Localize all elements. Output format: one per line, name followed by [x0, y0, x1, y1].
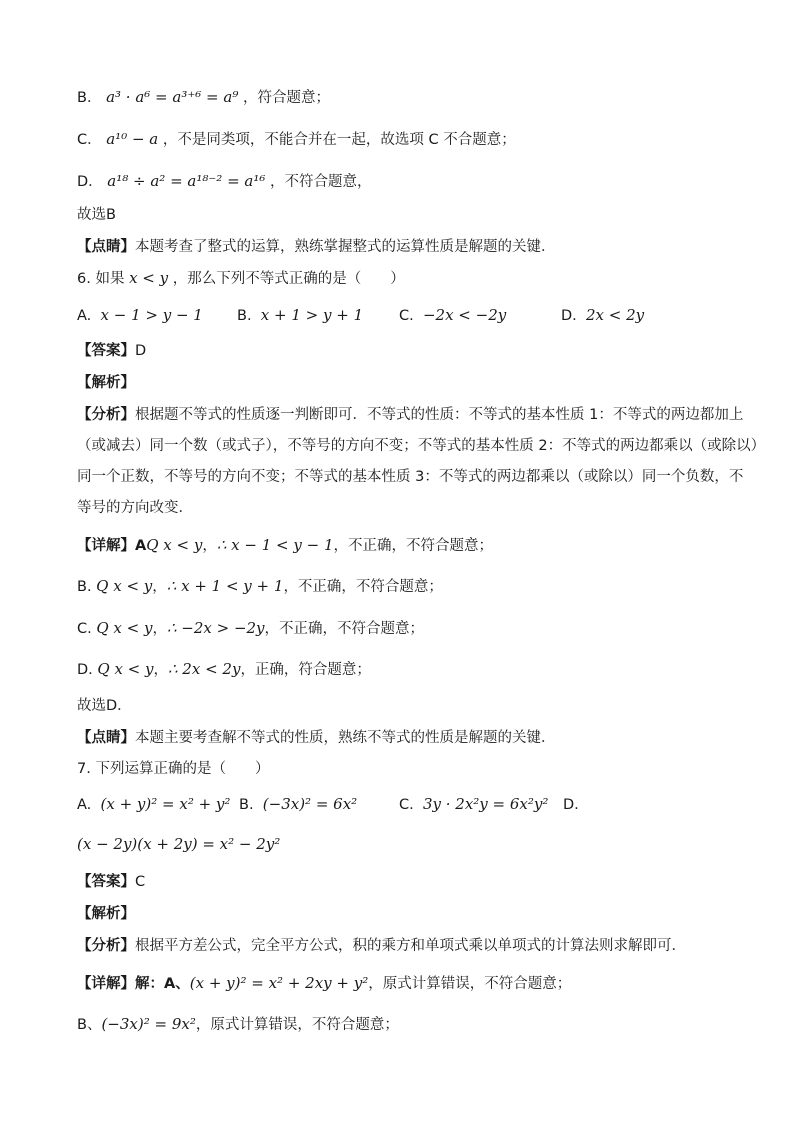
- line-d: D． a¹⁸ ÷ a² = a¹⁸⁻² = a¹⁶ ，不符合题意，: [77, 172, 372, 190]
- option-a: A. (x + y)² = x² + y²: [77, 795, 231, 813]
- question-7-options: [77, 794, 579, 815]
- option-a: A. x − 1 > y − 1: [77, 306, 203, 324]
- jiexi-7: 【解析】: [77, 906, 135, 922]
- choose-b: 故选B: [77, 207, 116, 223]
- fenxi-6-line4: 等号的方向改变．: [77, 500, 193, 516]
- question-6: 6. 如果 x < y ，那么下列不等式正确的是（ ）: [77, 269, 405, 287]
- math-expr: a¹⁸ ÷ a² = a¹⁸⁻² = a¹⁶: [107, 172, 266, 190]
- fenxi-6-line1: 【分析】根据题不等式的性质逐一判断即可．不等式的性质：不等式的基本性质 1：不等式的两边都加上: [77, 407, 744, 423]
- math-expr: a¹⁰ − a: [106, 130, 159, 148]
- fenxi-6-line3: 同一个正数，不等号的方向不变；不等式的基本性质 3：不等式的两边都乘以（或除以）同一个负数，不: [77, 469, 744, 485]
- fenxi-7: 【分析】根据平方差公式，完全平方公式，积的乘方和单项式乘以单项式的计算法则求解即可．: [77, 938, 686, 954]
- line-c: C． a¹⁰ − a ，不是同类项，不能合并在一起，故选项 C 不合题意；: [77, 130, 516, 148]
- answer-6: 【答案】D: [77, 343, 147, 359]
- math-expr: x < y: [129, 269, 169, 287]
- xiangjie-7-b: B、(−3x)² = 9x²，原式计算错误，不符合题意；: [77, 1015, 399, 1033]
- option-c: C. −2x < −2y: [399, 306, 507, 324]
- question-6-options: [77, 305, 644, 326]
- option-b: B. (−3x)² = 6x²: [239, 795, 358, 813]
- xiangjie-6-d: D. Q x < y，∴ 2x < 2y，正确，符合题意；: [77, 660, 371, 678]
- jiexi-6: 【解析】: [77, 375, 135, 391]
- dianjing-6: 【点睛】本题主要考查解不等式的性质，熟练不等式的性质是解题的关键．: [77, 730, 556, 746]
- xiangjie-7-a: 【详解】解：A、(x + y)² = x² + 2xy + y²，原式计算错误，不符合题意；: [77, 974, 572, 992]
- xiangjie-6-a: 【详解】AQ x < y，∴ x − 1 < y − 1，不正确，不符合题意；: [77, 536, 493, 554]
- math-expr: a³ · a⁶ = a³⁺⁶ = a⁹: [106, 88, 239, 106]
- line-b: B． a³ · a⁶ = a³⁺⁶ = a⁹ ，符合题意；: [77, 88, 330, 106]
- fenxi-6-line2: （或减去）同一个数（或式子），不等号的方向不变；不等式的基本性质 2：不等式的两边都乘以（或除以）: [77, 438, 766, 454]
- option-d: D. 2x < 2y: [561, 306, 645, 324]
- question-7-option-d-expr: (x − 2y)(x + 2y) = x² − 2y²: [77, 835, 281, 853]
- option-b: B. x + 1 > y + 1: [237, 306, 364, 324]
- xiangjie-6-c: C. Q x < y，∴ −2x > −2y，不正确，不符合题意；: [77, 619, 425, 637]
- option-c: C. 3y · 2x²y = 6x²y²: [399, 795, 549, 813]
- dianjing-5: 【点睛】本题考查了整式的运算，熟练掌握整式的运算性质是解题的关键．: [77, 239, 556, 255]
- question-7: 7. 下列运算正确的是（ ）: [77, 761, 270, 777]
- choose-d: 故选D．: [77, 698, 132, 714]
- answer-7: 【答案】C: [77, 874, 146, 890]
- option-d: D.: [563, 797, 579, 813]
- xiangjie-6-b: B. Q x < y，∴ x + 1 < y + 1，不正确，不符合题意；: [77, 577, 443, 595]
